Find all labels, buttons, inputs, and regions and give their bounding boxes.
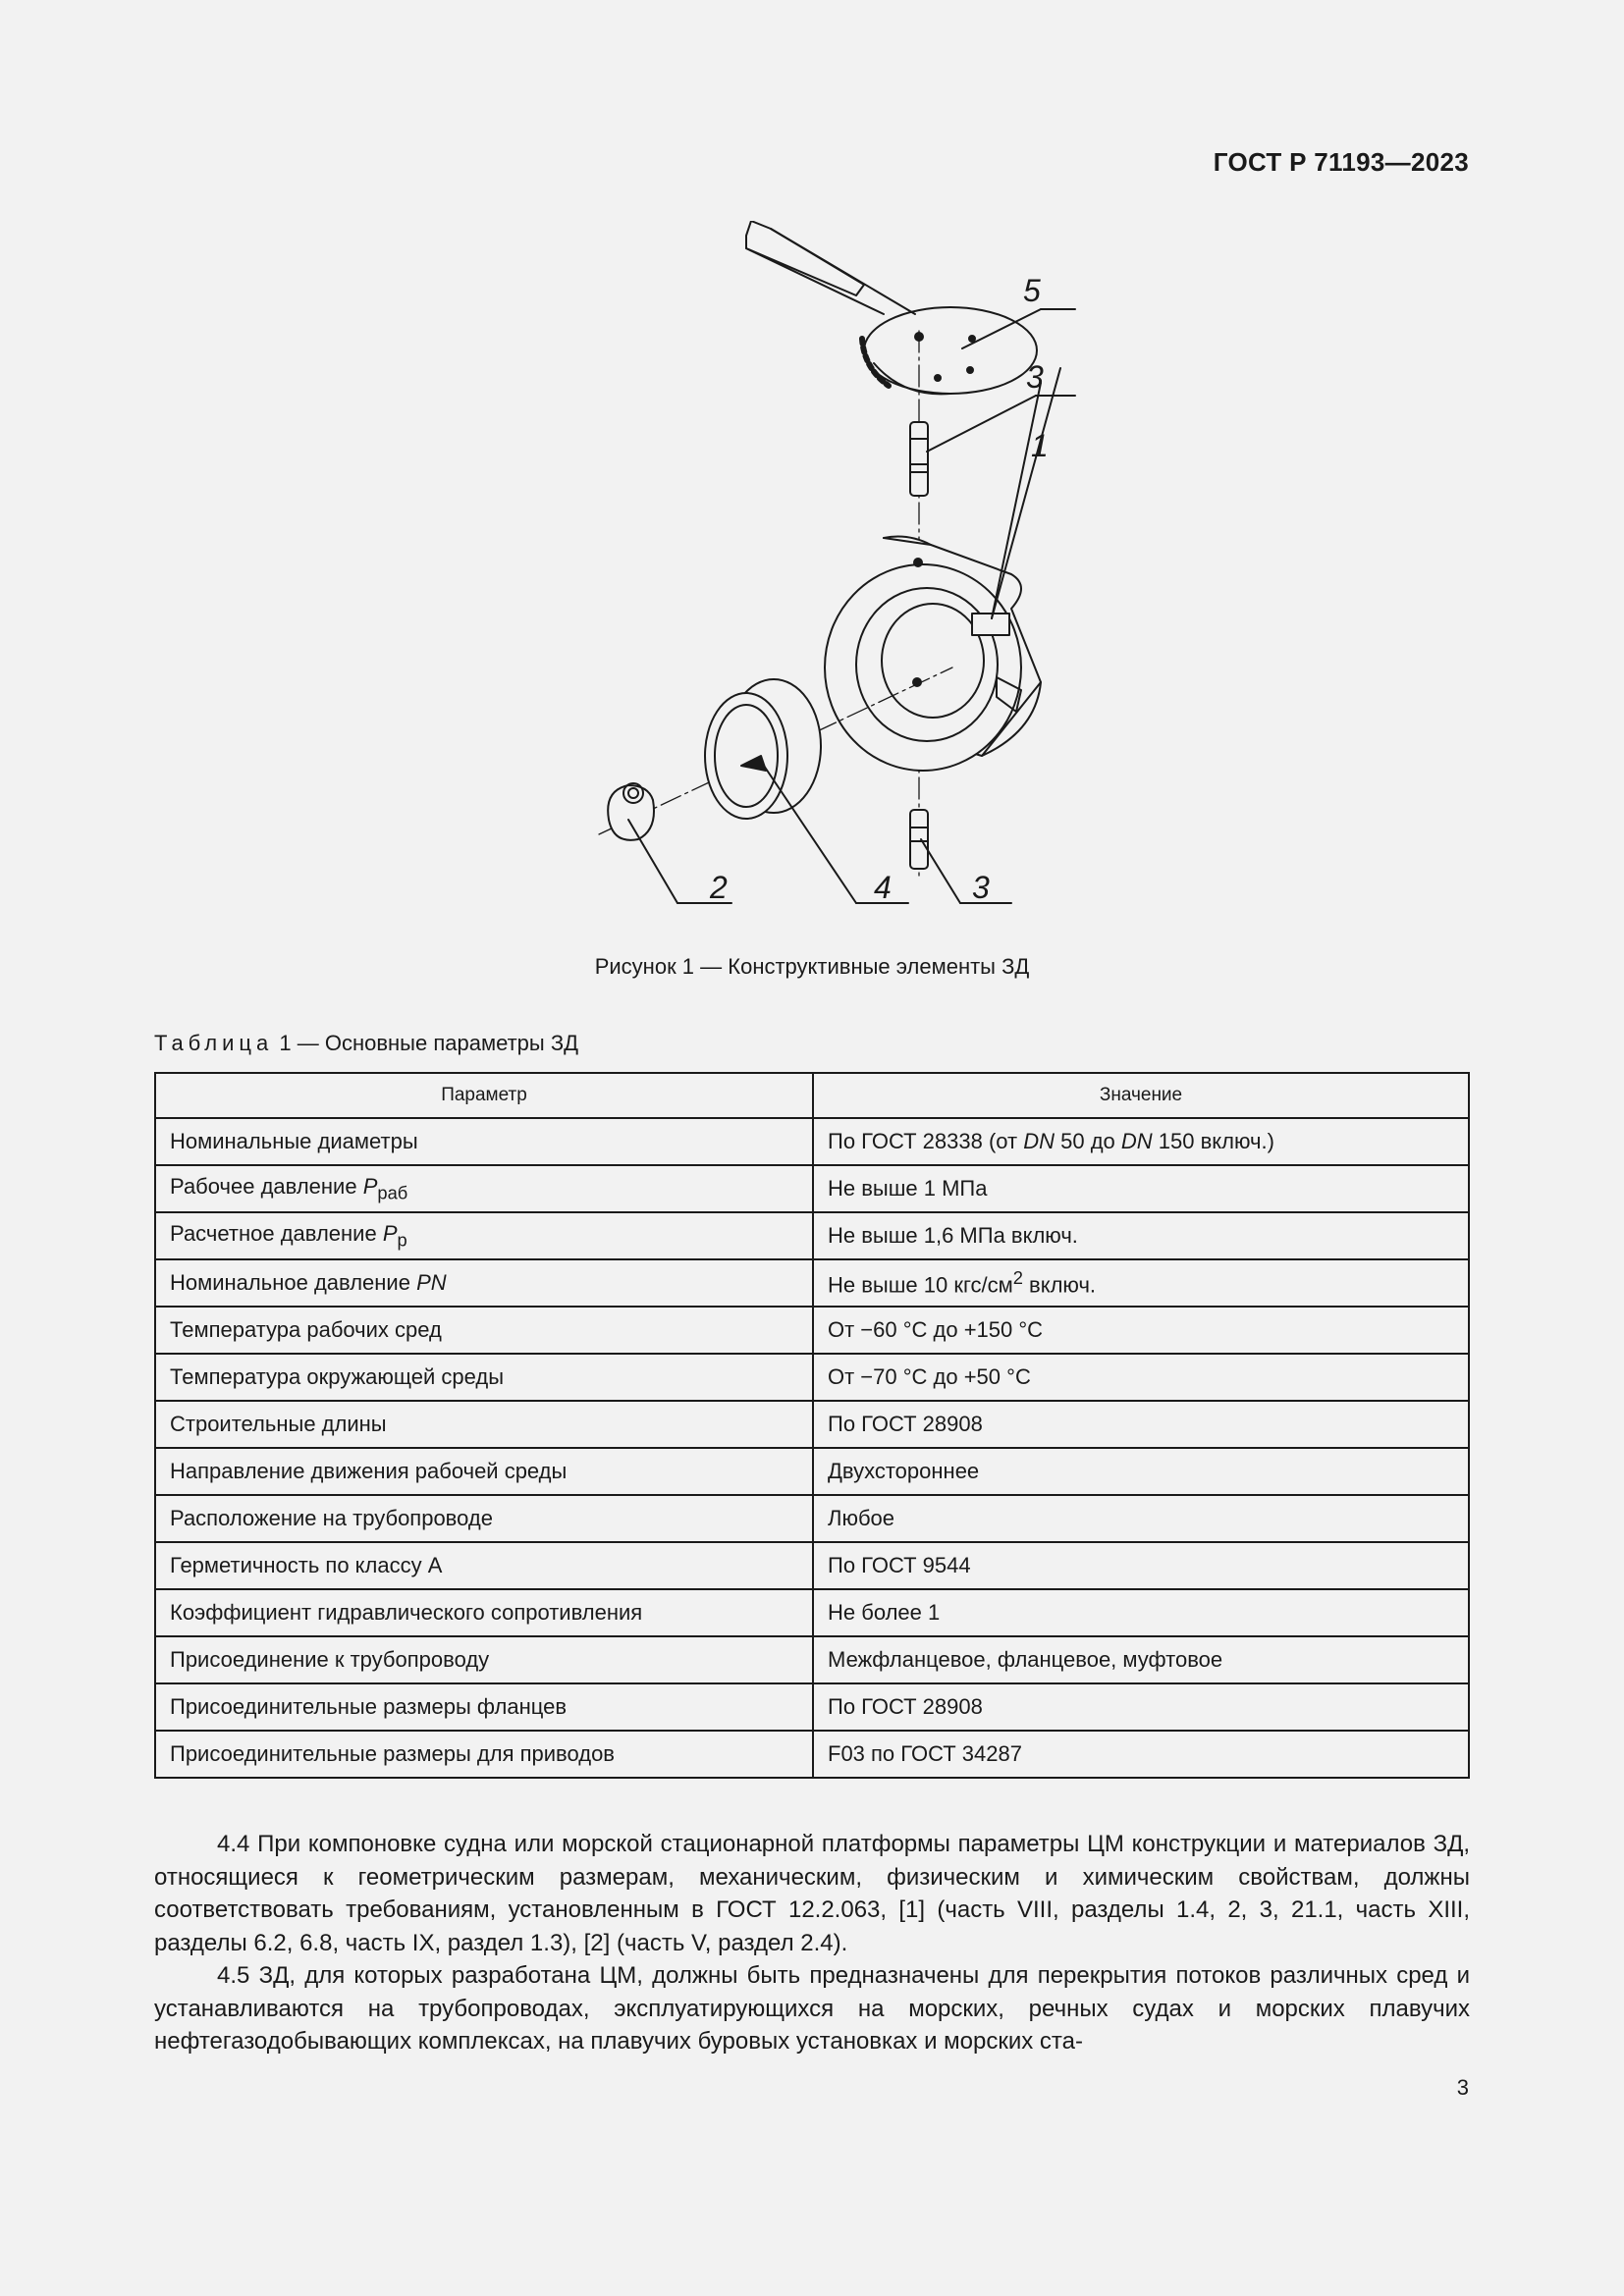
paragraph-4-4: 4.4 При компоновке судна или морской стационарной платформы параметры ЦМ конструкции и материалов ЗД, относящиеся к геометрическим размерам, механическим, физическим и химическим свойствам, должны соответствовать требованиям, установленным в ГОСТ 12.2.063, [1] (часть VIII, разделы 1.4, 2, 3, 21.1, часть XIII, разделы 6.2, 6.8, часть IX, раздел 1.3), [2] (часть V, раздел 2.4). [154, 1831, 1470, 1956]
param-cell: Номинальные диаметры [155, 1118, 813, 1165]
handle-part [746, 221, 1037, 394]
table-title [154, 1031, 578, 1056]
document-code: ГОСТ Р 71193—2023 [1213, 147, 1469, 177]
param-cell: Температура окружающей среды [155, 1354, 813, 1401]
value-cell: Двухстороннее [813, 1448, 1469, 1495]
param-cell: Присоединительные размеры для приводов [155, 1731, 813, 1778]
param-cell: Рабочее давление $P_{раб}$ [155, 1165, 813, 1212]
value-cell: Не выше 10 кгс/$см^2$ включ. [813, 1259, 1469, 1307]
parameters-table [154, 1072, 1470, 1779]
figure-caption: Рисунок 1 — Конструктивные элементы ЗД [594, 954, 1030, 979]
value-cell: От −70 °С до +50 °С [813, 1354, 1469, 1401]
param-cell: Номинальное давление PN [155, 1259, 813, 1307]
disc-part [608, 783, 654, 840]
table-title-prefix: Таблица [154, 1031, 274, 1055]
valve-body [599, 537, 1041, 834]
table-row [155, 1307, 1469, 1354]
table-row [155, 1731, 1469, 1778]
column-header-parameter: Параметр [155, 1073, 813, 1118]
callout-label: 4 [874, 870, 892, 905]
value-cell: Межфланцевое, фланцевое, муфтовое [813, 1636, 1469, 1683]
param-cell: Строительные длины [155, 1401, 813, 1448]
paragraph-4-5: 4.5 ЗД, для которых разработана ЦМ, должны быть предназначены для перекрытия потоков различных сред и устанавливаются на трубопроводах, эксплуатирующихся на морских, речных судах и морских плавучих нефтегазодобывающих комплексах, на плавучих буровых установках и морских ста- [154, 1962, 1470, 2055]
seat-ring [705, 679, 821, 819]
page-number: 3 [1456, 2075, 1469, 2100]
value-cell: По ГОСТ 9544 [813, 1542, 1469, 1589]
param-cell: Герметичность по классу А [155, 1542, 813, 1589]
table-row [155, 1118, 1469, 1165]
param-cell: Расположение на трубопроводе [155, 1495, 813, 1542]
table-row [155, 1683, 1469, 1731]
table-row [155, 1212, 1469, 1259]
callout-label: 3 [972, 870, 990, 905]
callout-label: 3 [1026, 359, 1044, 395]
value-cell: По ГОСТ 28908 [813, 1401, 1469, 1448]
table-title-text: 1 — Основные параметры ЗД [273, 1031, 579, 1055]
value-cell: По ГОСТ 28908 [813, 1683, 1469, 1731]
lower-stem-pin [910, 810, 928, 869]
body-text [154, 1828, 1470, 2058]
exploded-valve-figure [550, 221, 1100, 933]
param-cell: Коэффициент гидравлического сопротивления [155, 1589, 813, 1636]
table-row [155, 1448, 1469, 1495]
table-row [155, 1495, 1469, 1542]
upper-stem-pin [910, 422, 928, 496]
param-cell: Присоединительные размеры фланцев [155, 1683, 813, 1731]
value-cell: F03 по ГОСТ 34287 [813, 1731, 1469, 1778]
table-row [155, 1636, 1469, 1683]
value-cell: По ГОСТ 28338 (от DN 50 до DN 150 включ.) [813, 1118, 1469, 1165]
value-cell: Не выше 1,6 МПа включ. [813, 1212, 1469, 1259]
param-cell: Расчетное давление $P_р$ [155, 1212, 813, 1259]
table-row [155, 1542, 1469, 1589]
callout-label: 5 [1023, 273, 1041, 308]
param-cell: Температура рабочих сред [155, 1307, 813, 1354]
value-cell: Любое [813, 1495, 1469, 1542]
column-header-value: Значение [813, 1073, 1469, 1118]
callout-label: 2 [710, 870, 728, 905]
callout-label: 1 [1031, 428, 1049, 463]
value-cell: От −60 °С до +150 °С [813, 1307, 1469, 1354]
table-row [155, 1354, 1469, 1401]
value-cell: Не более 1 [813, 1589, 1469, 1636]
table-row [155, 1401, 1469, 1448]
param-cell: Направление движения рабочей среды [155, 1448, 813, 1495]
value-cell: Не выше 1 МПа [813, 1165, 1469, 1212]
table-row [155, 1589, 1469, 1636]
table-row [155, 1259, 1469, 1307]
param-cell: Присоединение к трубопроводу [155, 1636, 813, 1683]
table-row [155, 1165, 1469, 1212]
table-header-row [155, 1073, 1469, 1118]
